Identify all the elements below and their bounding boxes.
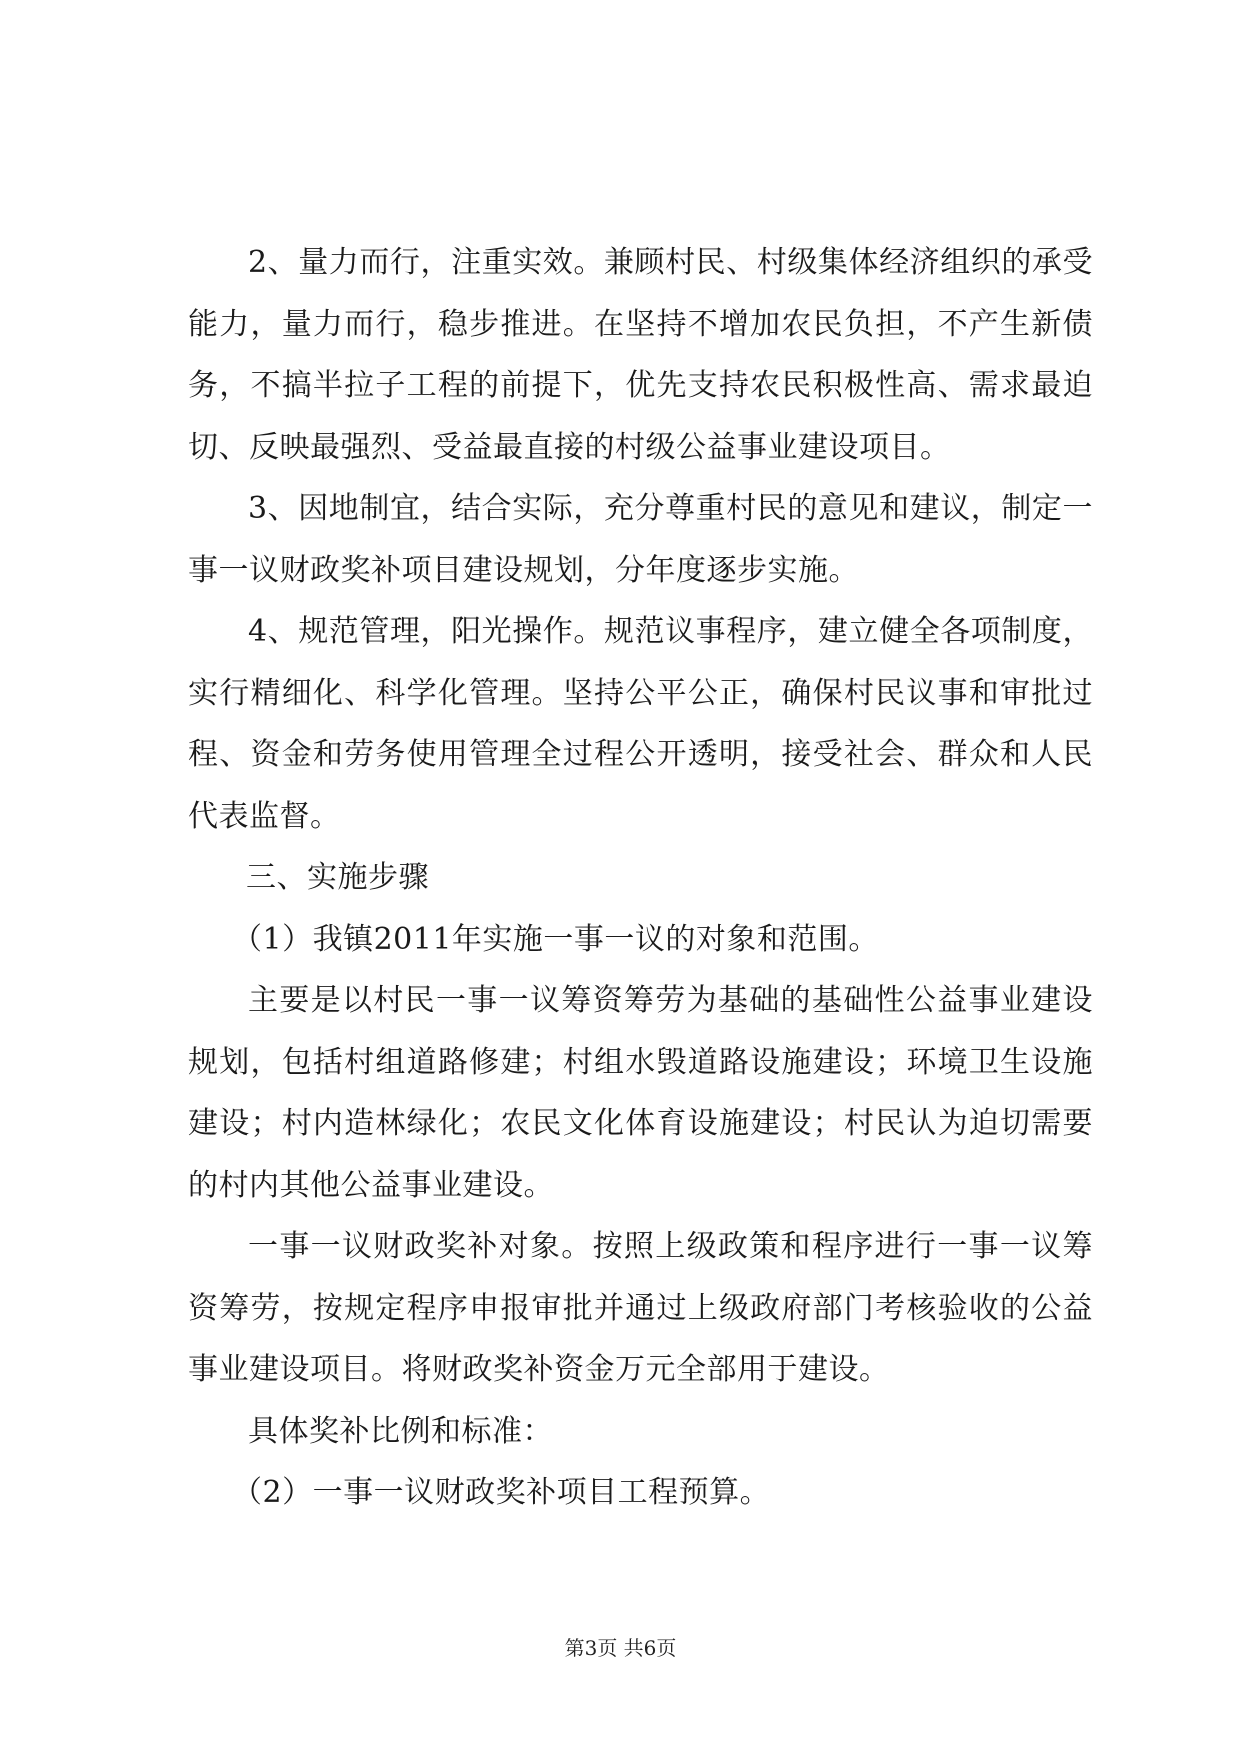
page-number-footer: 第3页 共6页 bbox=[564, 1636, 677, 1660]
paragraph-principle-3: 3、因地制宜，结合实际，充分尊重村民的意见和建议，制定一事一议财政奖补项目建设规划，分年度逐步实施。 bbox=[188, 491, 1093, 588]
section-heading-implementation-steps: 三、实施步骤 bbox=[246, 860, 429, 895]
paragraph-subsidy-target: 一事一议财政奖补对象。按照上级政策和程序进行一事一议筹资筹劳，按规定程序申报审批并通过上级政府部门考核验收的公益事业建设项目。将财政奖补资金万元全部用于建设。 bbox=[188, 1229, 1093, 1387]
paragraph-subsidy-standard: 具体奖补比例和标准： bbox=[248, 1413, 553, 1449]
paragraph-principle-2: 2、量力而行，注重实效。兼顾村民、村级集体经济组织的承受能力，量力而行，稳步推进。在坚持不增加农民负担，不产生新债务，不搞半拉子工程的前提下，优先支持农民积极性高、需求最迫切、反映最强烈、受益最直接的村级公益事业建设项目。 bbox=[188, 245, 1093, 465]
paragraph-step-2: （2）一事一议财政奖补项目工程预算。 bbox=[232, 1475, 771, 1510]
paragraph-principle-4: 4、规范管理，阳光操作。规范议事程序，建立健全各项制度，实行精细化、科学化管理。坚持公平公正，确保村民议事和审批过程、资金和劳务使用管理全过程公开透明，接受社会、群众和人民代表监督。 bbox=[188, 614, 1093, 834]
paragraph-step-1: （1）我镇2011年实施一事一议的对象和范围。 bbox=[232, 921, 879, 957]
document-body bbox=[188, 232, 1093, 1524]
paragraph-scope: 主要是以村民一事一议筹资筹劳为基础的基础性公益事业建设规划，包括村组道路修建；村组水毁道路设施建设；环境卫生设施建设；村内造林绿化；农民文化体育设施建设；村民认为迫切需要的村内其他公益事业建设。 bbox=[188, 983, 1093, 1203]
